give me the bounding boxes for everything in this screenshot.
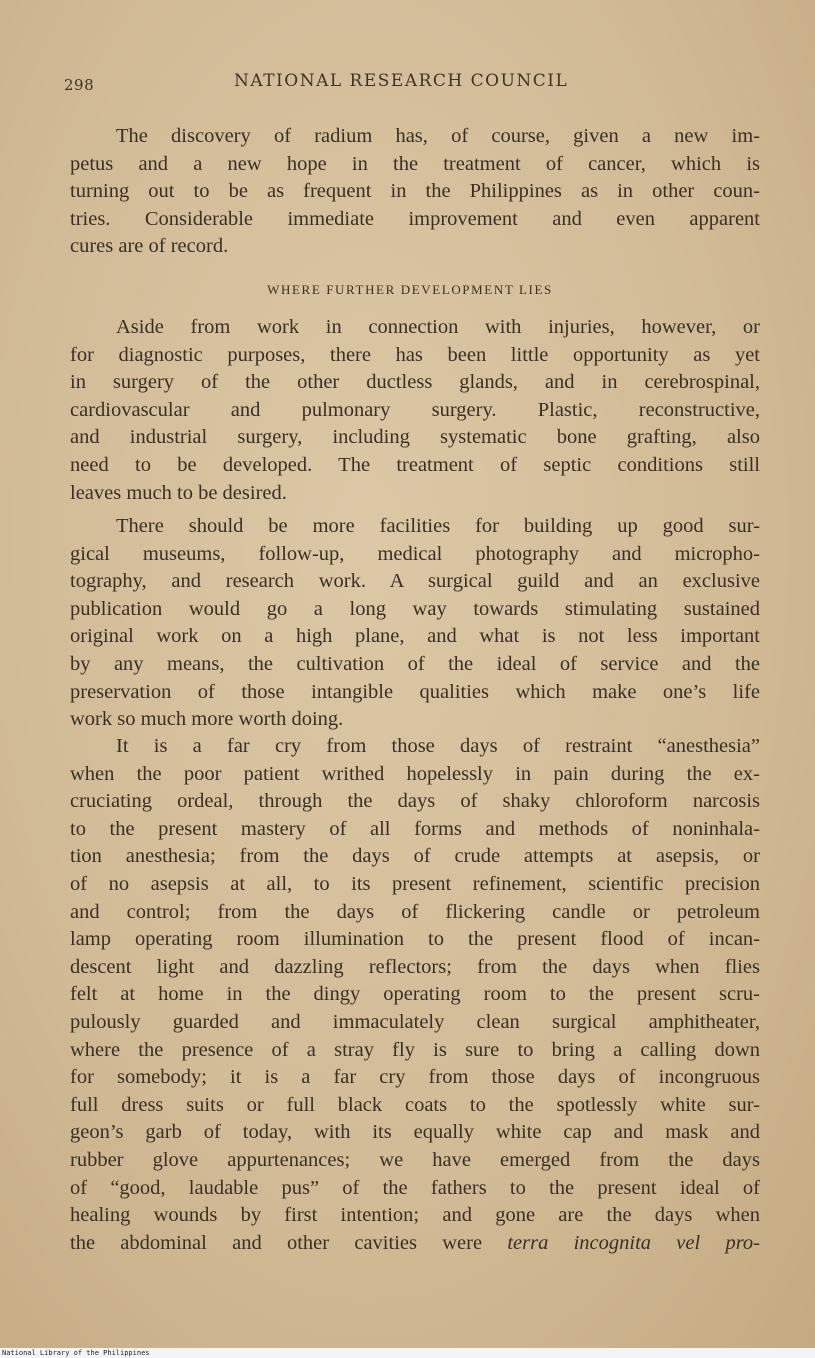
text-line: preservation of those intangible qualities which make one’s life	[70, 680, 760, 703]
text-line: petus and a new hope in the treatment of cancer, which is	[70, 152, 760, 175]
text-line: cardiovascular and pulmonary surgery. Plastic, reconstructive,	[70, 398, 760, 421]
text-line: lamp operating room illumination to the present flood of incan-	[70, 928, 760, 951]
text-line: Aside from work in connection with injuries, however, or	[116, 316, 760, 338]
text-line: rubber glove appurtenances; we have emerged from the days	[70, 1148, 760, 1171]
text-line: tion anesthesia; from the days of crude attempts at asepsis, or	[70, 845, 760, 868]
text-line: gical museums, follow-up, medical photography and micropho-	[70, 542, 760, 565]
text-line: geon’s garb of today, with its equally white cap and mask and	[70, 1121, 760, 1144]
text-line: of no asepsis at all, to its present refinement, scientific precision	[70, 872, 760, 895]
text-line: and industrial surgery, including systematic bone grafting, also	[70, 426, 760, 449]
text-line: need to be developed. The treatment of septic conditions still	[70, 453, 760, 476]
text-line: pulously guarded and immaculately clean surgical amphitheater,	[70, 1010, 760, 1033]
text-line: There should be more facilities for building up good sur-	[116, 515, 760, 537]
italic-latin-phrase: terra incognita vel pro-	[507, 1231, 760, 1254]
running-head: NATIONAL RESEARCH COUNCIL	[234, 71, 569, 91]
text-line: cures are of record.	[70, 235, 229, 258]
text-line-prefix: the abdominal and other cavities were	[70, 1231, 508, 1254]
text-line: to the present mastery of all forms and methods of noninhala-	[70, 817, 760, 840]
text-line: descent light and dazzling reflectors; from the days when flies	[70, 955, 760, 978]
text-line: full dress suits or full black coats to the spotlessly white sur-	[70, 1093, 760, 1116]
paragraph-aside	[70, 314, 760, 507]
page-number: 298	[64, 76, 95, 94]
text-line: felt at home in the dingy operating room to the present scru-	[70, 983, 760, 1006]
text-line: where the presence of a stray fly is sure to bring a calling down	[70, 1038, 760, 1061]
text-line: for somebody; it is a far cry from those days of incongruous	[70, 1066, 760, 1089]
text-line: tries. Considerable immediate improvement and even apparent	[70, 207, 760, 230]
text-line: tography, and research work. A surgical guild and an exclusive	[70, 570, 760, 593]
paragraph-far-cry	[70, 733, 760, 1257]
text-line: original work on a high plane, and what is not less important	[70, 625, 760, 648]
paragraph-radium	[70, 123, 760, 261]
text-line: and control; from the days of flickering candle or petroleum	[70, 900, 760, 923]
text-line: healing wounds by first intention; and gone are the days when	[70, 1204, 760, 1227]
text-line: turning out to be as frequent in the Philippines as in other coun-	[70, 180, 760, 203]
text-line: The discovery of radium has, of course, given a new im-	[116, 125, 760, 147]
text-line: cruciating ordeal, through the days of shaky chloroform narcosis	[70, 790, 760, 813]
text-line: publication would go a long way towards stimulating sustained	[70, 597, 760, 620]
text-line: work so much more worth doing.	[70, 708, 344, 731]
text-line: for diagnostic purposes, there has been little opportunity as yet	[70, 343, 760, 366]
text-line: when the poor patient writhed hopelessly in pain during the ex-	[70, 762, 760, 785]
paragraph-facilities	[70, 513, 760, 734]
text-line-final	[70, 1230, 760, 1258]
text-line: of “good, laudable pus” of the fathers to the present ideal of	[70, 1176, 760, 1199]
text-line: in surgery of the other ductless glands, and in cerebrospinal,	[70, 371, 760, 394]
text-line: by any means, the cultivation of the ideal of service and the	[70, 652, 760, 675]
page-header	[60, 70, 760, 100]
library-footer: National Library of the Philippines	[2, 1349, 150, 1357]
section-subheading: WHERE FURTHER DEVELOPMENT LIES	[267, 282, 553, 297]
text-line: It is a far cry from those days of restraint “anesthesia”	[116, 735, 760, 757]
text-line: leaves much to be desired.	[70, 481, 287, 504]
